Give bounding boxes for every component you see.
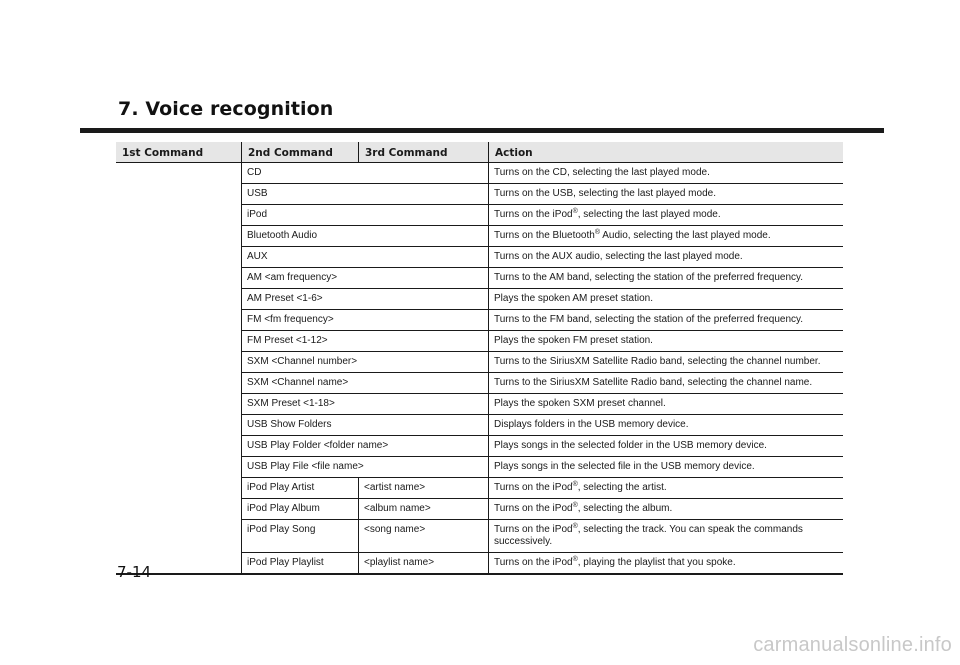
action-text: Turns to the AM band, selecting the station of the preferred frequency. xyxy=(494,272,804,283)
action-cell xyxy=(489,457,844,478)
command-cell: USB Play Folder <folder name> xyxy=(242,436,489,457)
command-cell: iPod Play Album xyxy=(242,499,359,520)
action-text: Turns on the USB, selecting the last played mode. xyxy=(494,188,716,199)
action-text: Turns on the iPod xyxy=(494,209,573,220)
table-body xyxy=(116,163,843,575)
action-cell xyxy=(489,268,844,289)
action-text: Audio, selecting the last played mode. xyxy=(599,230,771,241)
command-cell: FM <fm frequency> xyxy=(242,310,489,331)
action-cell xyxy=(489,352,844,373)
header-2nd-command: 2nd Command xyxy=(242,142,359,163)
action-text: Turns on the iPod xyxy=(494,524,573,535)
action-text: , selecting the artist. xyxy=(577,482,667,493)
action-cell xyxy=(489,331,844,352)
action-text: Plays the spoken AM preset station. xyxy=(494,293,653,304)
action-text: Turns on the AUX audio, selecting the last played mode. xyxy=(494,251,743,262)
action-cell xyxy=(489,499,844,520)
header-action: Action xyxy=(489,142,844,163)
action-cell xyxy=(489,373,844,394)
action-cell xyxy=(489,478,844,499)
third-command-cell: <song name> xyxy=(359,520,489,553)
action-text: Turns on the iPod xyxy=(494,557,573,568)
action-text: Plays the spoken SXM preset channel. xyxy=(494,398,666,409)
action-cell xyxy=(489,289,844,310)
command-cell: CD xyxy=(242,163,489,184)
action-text: Turns to the SiriusXM Satellite Radio band, selecting the channel name. xyxy=(494,377,813,388)
table-row xyxy=(116,163,843,184)
action-text: Plays songs in the selected file in the USB memory device. xyxy=(494,461,755,472)
section-title: 7. Voice recognition xyxy=(118,98,334,120)
action-text: Turns on the iPod xyxy=(494,503,573,514)
command-cell: USB xyxy=(242,184,489,205)
registered-mark: ® xyxy=(572,481,578,488)
command-cell: iPod Play Artist xyxy=(242,478,359,499)
command-cell: AUX xyxy=(242,247,489,268)
command-cell: SXM Preset <1-18> xyxy=(242,394,489,415)
third-command-cell: <playlist name> xyxy=(359,553,489,575)
command-cell: AM <am frequency> xyxy=(242,268,489,289)
command-cell: AM Preset <1-6> xyxy=(242,289,489,310)
heading-rule xyxy=(80,128,884,133)
action-cell xyxy=(489,394,844,415)
action-cell xyxy=(489,520,844,553)
table-header-row xyxy=(116,142,843,163)
command-cell: Bluetooth Audio xyxy=(242,226,489,247)
watermark: carmanualsonline.info xyxy=(753,634,952,656)
action-text: Plays songs in the selected folder in the USB memory device. xyxy=(494,440,767,451)
action-text: Turns on the CD, selecting the last played mode. xyxy=(494,167,710,178)
command-cell: SXM <Channel number> xyxy=(242,352,489,373)
action-cell xyxy=(489,247,844,268)
command-cell: FM Preset <1-12> xyxy=(242,331,489,352)
registered-mark: ® xyxy=(572,556,578,563)
action-cell xyxy=(489,415,844,436)
action-cell xyxy=(489,310,844,331)
action-text: , selecting the album. xyxy=(577,503,673,514)
action-text: Plays the spoken FM preset station. xyxy=(494,335,653,346)
page-number: 7-14 xyxy=(117,563,152,581)
header-3rd-command: 3rd Command xyxy=(359,142,489,163)
action-cell xyxy=(489,184,844,205)
action-cell xyxy=(489,205,844,226)
command-cell: iPod Play Playlist xyxy=(242,553,359,575)
registered-mark: ® xyxy=(594,229,600,236)
command-cell: iPod xyxy=(242,205,489,226)
header-1st-command: 1st Command xyxy=(116,142,242,163)
action-text: Displays folders in the USB memory device. xyxy=(494,419,689,430)
action-text: Turns on the iPod xyxy=(494,482,573,493)
command-cell: iPod Play Song xyxy=(242,520,359,553)
action-text: , selecting the last played mode. xyxy=(577,209,721,220)
action-cell xyxy=(489,226,844,247)
action-text: Turns to the FM band, selecting the station of the preferred frequency. xyxy=(494,314,804,325)
table-header xyxy=(116,142,843,163)
first-command-cell xyxy=(116,163,242,575)
registered-mark: ® xyxy=(572,208,578,215)
action-text: Turns on the Bluetooth xyxy=(494,230,595,241)
registered-mark: ® xyxy=(572,523,578,530)
third-command-cell: <album name> xyxy=(359,499,489,520)
action-cell xyxy=(489,163,844,184)
action-text: , playing the playlist that you spoke. xyxy=(577,557,736,568)
action-cell xyxy=(489,436,844,457)
third-command-cell: <artist name> xyxy=(359,478,489,499)
voice-command-table xyxy=(116,142,843,575)
action-text: Turns to the SiriusXM Satellite Radio band, selecting the channel number. xyxy=(494,356,821,367)
registered-mark: ® xyxy=(572,502,578,509)
command-cell: SXM <Channel name> xyxy=(242,373,489,394)
command-cell: USB Show Folders xyxy=(242,415,489,436)
action-text: , selecting the track. You can speak the commands successively. xyxy=(494,524,803,547)
action-cell xyxy=(489,553,844,575)
command-cell: USB Play File <file name> xyxy=(242,457,489,478)
